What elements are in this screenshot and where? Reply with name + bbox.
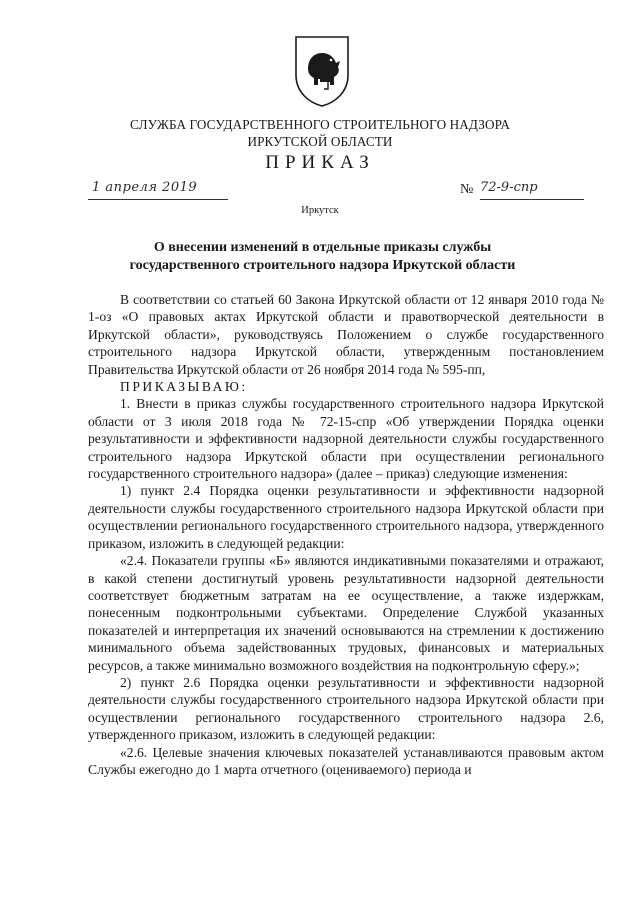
- coat-of-arms-emblem: [294, 35, 350, 107]
- handwritten-number: 72-9-спр: [480, 180, 538, 195]
- date-underline: [88, 199, 228, 200]
- paragraph-preamble: В соответствии со статьей 60 Закона Иркутской области от 12 января 2010 года № 1-оз «О правовых актах Иркутской области и правотворческой деятельности в Иркутской области», руководствуясь Положением о службе государственного строительного надзора Иркутской области, утвержденным постановлением Правительства Иркутской области от 26 ноября 2014 года № 595-пп,: [88, 292, 604, 377]
- number-field: [460, 180, 584, 202]
- organization-name-line1: СЛУЖБА ГОСУДАРСТВЕННОГО СТРОИТЕЛЬНОГО НАДЗОРА: [130, 117, 510, 132]
- organization-name-line2: ИРКУТСКОЙ ОБЛАСТИ: [247, 134, 393, 149]
- paragraph-subitem-2: 2) пункт 2.6 Порядка оценки результативности и эффективности надзорной деятельности службы государственного строительного надзора Иркутской области при осуществлении регионального государственного строительного надзора 2.6, утвержденного приказом, изложить в следующей редакции:: [88, 674, 604, 743]
- handwritten-date: 1 апреля 2019: [92, 180, 198, 195]
- date-field: [88, 180, 228, 202]
- paragraph-item-1: 1. Внести в приказ службы государственного строительного надзора Иркутской области от 3 июля 2018 года № 72-15-спр «Об утверждении Порядка оценки результативности и эффективности надзорной деятельности службы государственного строительного надзора Иркутской области при осуществлении регионального государственного строительного надзора» (далее – приказ) следующие изменения:: [88, 396, 604, 482]
- city-name: Иркутск: [301, 205, 339, 216]
- paragraph-subitem-1: 1) пункт 2.4 Порядка оценки результативности и эффективности надзорной деятельности службы государственного строительного надзора Иркутской области при осуществлении регионального государственного строительного надзора, утвержденного приказом, изложить в следующей редакции:: [88, 483, 604, 551]
- paragraph-order-word: ПРИКАЗЫВАЮ:: [120, 379, 248, 395]
- paragraph-quote-2-4: «2.4. Показатели группы «Б» являются индикативными показателями и отражают, в какой степени достигнутый уровень результативности надзорной деятельности соответствует бюджетным затратам на ее осуществление, а также издержкам, понесенным подконтрольными субъектами. Определение Службой указанных показателей и интерпретация их значений основываются на стремлении к достижению минимального объема задействованных трудовых, финансовых и материальных ресурсов, а также минимально возможного воздействия на подконтрольную сферу.»;: [88, 553, 604, 673]
- document-type-title: ПРИКАЗ: [265, 152, 375, 173]
- document-heading: О внесении изменений в отдельные приказы службы государственного строительного надзора Иркутской области: [129, 240, 516, 273]
- number-underline: [480, 199, 584, 200]
- number-sign: №: [460, 182, 474, 197]
- document-body: [88, 291, 604, 778]
- paragraph-quote-2-6: «2.6. Целевые значения ключевых показателей устанавливаются правовым актом Службы ежегодно до 1 марта отчетного (оцениваемого) периода и: [88, 744, 604, 777]
